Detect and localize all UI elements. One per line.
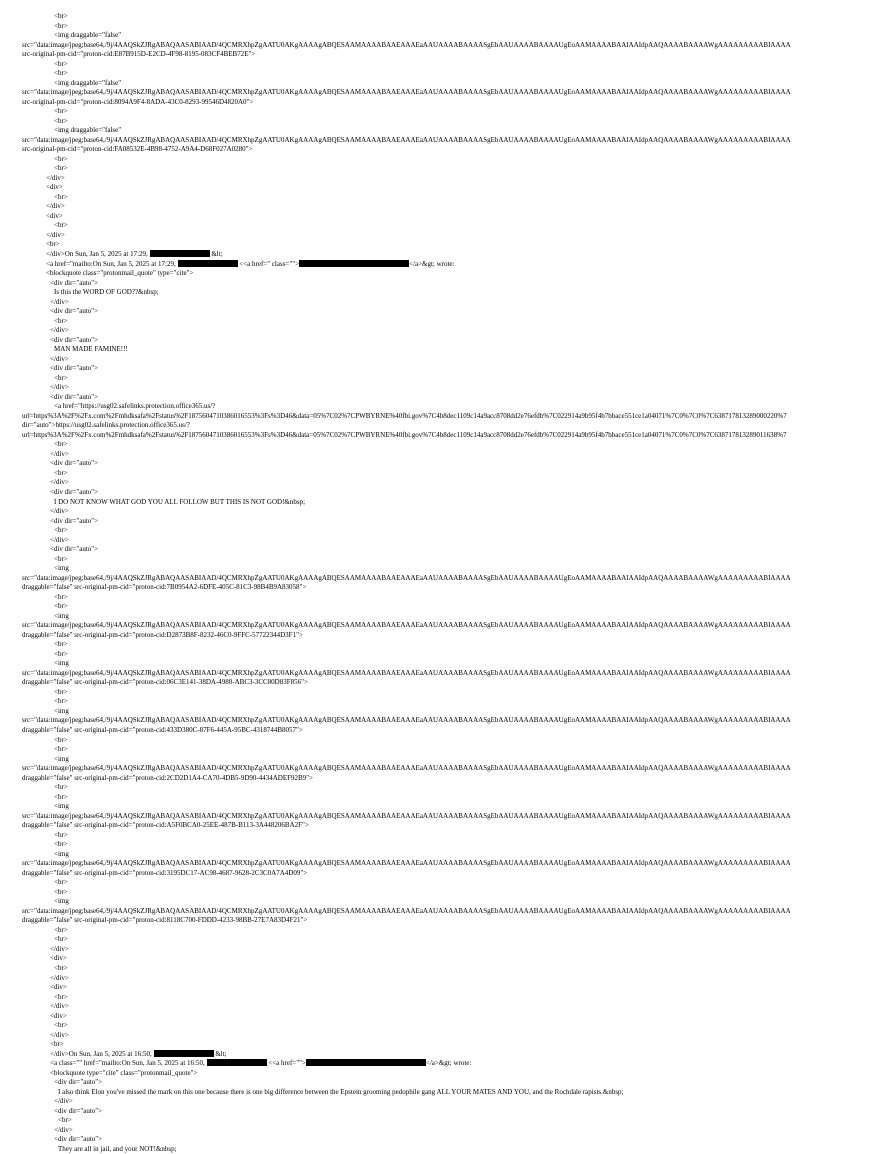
line-text: <a href="https://usg02.safelinks.protection.office365.us/? xyxy=(54,402,216,411)
redaction-box xyxy=(207,1059,267,1066)
line-text: I DO NOT KNOW WHAT GOD YOU ALL FOLLOW BUT THIS IS NOT GOD!&nbsp; xyxy=(54,497,306,506)
line-text: src="data:image/jpeg;base64,/9j/4AAQSkZJRgABAQAASABIAAD/4QCMRXhpZgAATU0AKgAAAAgABQESAAMAAAABAAEAAAEaAAUAAAABAAAASgEbAAUAAAABAAAAUgEoAAMAAAABAAIAAIdpAAQAAAABAAAAWgAAAAAAAAABIAAAA xyxy=(22,40,791,49)
line-text: <br> xyxy=(54,1021,68,1030)
document-line xyxy=(0,858,838,868)
line-text: <br> xyxy=(54,649,68,658)
line-text: </div>On Sun, Jan 5, 2025 at 16:50, xyxy=(50,1049,154,1058)
line-text: <div dir="auto"> xyxy=(50,516,99,525)
redaction-box xyxy=(299,260,409,267)
document-line xyxy=(0,192,870,202)
line-text: <div dir="auto"> xyxy=(50,278,99,287)
line-text: draggable="false" src-original-pm-cid="proton-cid:7B0954A2-6DFE-405C-81C3-98B4B9A83058"> xyxy=(22,583,307,592)
line-text: <div dir="auto"> xyxy=(50,488,99,496)
document-line xyxy=(0,820,838,830)
document-line xyxy=(0,335,866,345)
line-text: </div> xyxy=(46,202,65,211)
line-text: <br> xyxy=(54,526,68,535)
line-text: </a>&gt; wrote: xyxy=(409,259,455,268)
document-line xyxy=(0,782,870,792)
line-text: <div dir="auto"> xyxy=(54,1135,103,1144)
document-line xyxy=(0,1134,870,1144)
line-text: src="data:image/jpeg;base64,/9j/4AAQSkZJRgABAQAASABIAAD/4QCMRXhpZgAATU0AKgAAAAgABQESAAMAAAABAAEAAAEaAAUAAAABAAAASgEbAAUAAAABAAAAUgEoAAMAAAABAAIAAIdpAAQAAAABAAAAWgAAAAAAAAABIAAAA xyxy=(22,906,791,915)
line-text: <img draggable="false" xyxy=(54,31,122,40)
document-line xyxy=(0,182,862,192)
document-page xyxy=(0,11,816,1153)
document-line xyxy=(0,706,870,716)
document-line xyxy=(0,316,870,326)
line-text: url=https%3A%2F%2Fx.com%2Fmhdksafa%2Fstatus%2F1875604710386016553%3Fs%3D46&data=05%7C02%7CPWBYRNE%40fbi.gov%7C4b8dec1109c14a9acc8708dd2e76efdb%7C022914a9b95f4b7bbace551ce1a04071%7C0%7C0%7C638717813289000220%7 xyxy=(22,411,787,420)
line-text: &lt; xyxy=(209,250,223,258)
line-text: url=https%3A%2F%2Fx.com%2Fmhdksafa%2Fstatus%2F1875604710386016553%3Fs%3D46&data=05%7C02%7CPWBYRNE%40fbi.gov%7C4b8dec1109c14a9acc8708dd2e76efdb%7C022914a9b95f4b7bbace551ce1a04071%7C0%7C0%7C638717813289011638%7 xyxy=(22,430,787,439)
document-line xyxy=(0,344,870,354)
document-line xyxy=(0,1115,874,1125)
document-line xyxy=(0,973,866,983)
redaction-box xyxy=(154,1050,214,1057)
line-text: <img xyxy=(54,754,69,763)
document-line xyxy=(0,677,838,687)
redaction-box xyxy=(306,1059,426,1066)
line-text: <div> xyxy=(46,183,63,192)
line-text: src-original-pm-cid="proton-cid:FA08532E-4B98-4752-A9A4-D68F027A0280"> xyxy=(22,145,253,154)
document-line xyxy=(0,506,866,516)
line-text: src="data:image/jpeg;base64,/9j/4AAQSkZJRgABAQAASABIAAD/4QCMRXhpZgAATU0AKgAAAAgABQESAAMAAAABAAEAAAEaAAUAAAABAAAASgEbAAUAAAABAAAAUgEoAAMAAAABAAIAAIdpAAQAAAABAAAAWgAAAAAAAAABIAAAA xyxy=(22,811,791,820)
line-text: </div> xyxy=(50,535,69,544)
document-line xyxy=(0,668,838,678)
document-line xyxy=(0,1087,874,1097)
line-text: dir="auto">https://usg02.safelinks.protection.office365.us/? xyxy=(22,421,190,430)
document-line xyxy=(0,297,866,307)
line-text: </div> xyxy=(50,326,69,335)
line-text: src="data:image/jpeg;base64,/9j/4AAQSkZJRgABAQAASABIAAD/4QCMRXhpZgAATU0AKgAAAAgABQESAAMAAAABAAEAAAEaAAUAAAABAAAASgEbAAUAAAABAAAAUgEoAAMAAAABAAIAAIdpAAQAAAABAAAAWgAAAAAAAAABIAAAA xyxy=(22,573,791,582)
line-text: src="data:image/jpeg;base64,/9j/4AAQSkZJRgABAQAASABIAAD/4QCMRXhpZgAATU0AKgAAAAgABQESAAMAAAABAAEAAAEaAAUAAAABAAAASgEbAAUAAAABAAAAUgEoAAMAAAABAAIAAIdpAAQAAAABAAAAWgAAAAAAAAABIAAAA xyxy=(22,621,791,630)
line-text: <br> xyxy=(54,107,68,116)
document-line xyxy=(0,230,862,240)
line-text: draggable="false" src-original-pm-cid="proton-cid:433D380C-87F6-445A-95BC-4318744B8057"> xyxy=(22,726,303,734)
document-line xyxy=(0,582,838,592)
line-text: </div> xyxy=(50,449,69,458)
document-line xyxy=(0,211,862,221)
line-text: src="data:image/jpeg;base64,/9j/4AAQSkZJRgABAQAASABIAAD/4QCMRXhpZgAATU0AKgAAAAgABQESAAMAAAABAAEAAAEaAAUAAAABAAAASgEbAAUAAAABAAAAUgEoAAMAAAABAAIAAIdpAAQAAAABAAAAWgAAAAAAAAABIAAAA xyxy=(22,88,791,97)
line-text: <<a href=" class=""> xyxy=(237,259,300,268)
document-line xyxy=(0,259,862,269)
document-line xyxy=(0,106,870,116)
line-text: <br> xyxy=(46,240,60,249)
line-text: <br> xyxy=(54,592,68,601)
document-line xyxy=(0,40,838,50)
line-text: <br> xyxy=(54,59,68,68)
line-text: <blockquote class="protonmail_quote" type="cite"> xyxy=(46,269,194,278)
document-line xyxy=(0,497,870,507)
document-line xyxy=(0,78,870,88)
line-text: <br> xyxy=(54,164,68,173)
line-text: <div dir="auto"> xyxy=(50,459,99,468)
document-line xyxy=(0,420,838,430)
line-text: src="data:image/jpeg;base64,/9j/4AAQSkZJRgABAQAASABIAAD/4QCMRXhpZgAATU0AKgAAAAgABQESAAMAAAABAAEAAAEaAAUAAAABAAAASgEbAAUAAAABAAAAUgEoAAMAAAABAAIAAIdpAAQAAAABAAAAWgAAAAAAAAABIAAAA xyxy=(22,764,791,773)
line-text: </div> xyxy=(50,1030,69,1039)
line-text: <br> xyxy=(54,964,68,972)
line-text: </div> xyxy=(54,1097,73,1106)
document-line xyxy=(0,925,870,935)
document-line xyxy=(0,49,838,59)
document-line xyxy=(0,1020,870,1030)
document-line xyxy=(0,1058,866,1068)
document-line xyxy=(0,382,866,392)
document-line xyxy=(0,525,870,535)
line-text: <br> xyxy=(50,1040,64,1049)
document-line xyxy=(0,592,870,602)
document-line xyxy=(0,1001,866,1011)
line-text: <img xyxy=(54,802,69,811)
line-text: src-original-pm-cid="proton-cid:8094A9F4-8ADA-43C0-8293-99546D4820A0"> xyxy=(22,97,254,106)
line-text: <br> xyxy=(54,735,68,744)
line-text: <br> xyxy=(54,792,68,801)
line-text: </div> xyxy=(50,354,69,363)
document-line xyxy=(0,773,838,783)
line-text: </div> xyxy=(50,944,69,953)
document-line xyxy=(0,658,870,668)
document-line xyxy=(0,306,866,316)
line-text: <a class="" href="mailto:On Sun, Jan 5, 2025 at 16:50, xyxy=(50,1059,207,1068)
document-line xyxy=(0,792,870,802)
line-text: <img xyxy=(54,659,69,668)
document-line xyxy=(0,325,866,335)
line-text: <br> xyxy=(54,878,68,887)
line-text: <br> xyxy=(54,830,68,839)
document-line xyxy=(0,97,838,107)
document-line xyxy=(0,1068,866,1078)
document-line xyxy=(0,430,838,440)
line-text: <br> xyxy=(54,697,68,706)
line-text: <br> xyxy=(54,21,68,30)
document-line xyxy=(0,715,838,725)
line-text: <br> xyxy=(54,554,68,563)
document-line xyxy=(0,934,870,944)
line-text: </a>&gt; wrote: xyxy=(425,1059,472,1068)
line-text: <div dir="auto"> xyxy=(54,1106,103,1115)
document-line xyxy=(0,563,870,573)
document-line xyxy=(0,763,838,773)
document-line xyxy=(0,1096,870,1106)
document-line xyxy=(0,392,866,402)
document-line xyxy=(0,896,870,906)
line-text: <br> xyxy=(54,640,68,649)
document-line xyxy=(0,135,838,145)
document-line xyxy=(0,1144,874,1154)
document-line xyxy=(0,1030,866,1040)
line-text: <div> xyxy=(46,211,63,220)
document-line xyxy=(0,544,866,554)
line-text: MAN MADE FAMINE!!! xyxy=(54,345,128,354)
document-line xyxy=(0,554,870,564)
document-line xyxy=(0,839,870,849)
line-text: <div dir="auto"> xyxy=(50,307,99,316)
line-text: <br> xyxy=(54,440,68,449)
line-text: <div dir="auto"> xyxy=(50,392,99,401)
document-line xyxy=(0,477,866,487)
line-text: </div> xyxy=(50,383,69,392)
document-line xyxy=(0,516,866,526)
document-line xyxy=(0,982,866,992)
line-text: <br> xyxy=(54,316,68,325)
document-line xyxy=(0,849,870,859)
line-text: <br> xyxy=(54,116,68,125)
line-text: </div> xyxy=(50,973,69,982)
document-line xyxy=(0,963,870,973)
document-line xyxy=(0,449,866,459)
line-text: <img draggable="false" xyxy=(54,126,122,135)
line-text: <br> xyxy=(54,468,68,477)
line-text: </div> xyxy=(50,478,69,487)
line-text: <br> xyxy=(54,745,68,754)
document-line xyxy=(0,163,870,173)
document-line xyxy=(0,458,866,468)
line-text: <br> xyxy=(54,602,68,611)
line-text: <br> xyxy=(54,783,68,792)
line-text: </div> xyxy=(54,1125,73,1134)
line-text: <br> xyxy=(54,12,68,20)
line-text: <div> xyxy=(50,1011,67,1020)
line-text: src="data:image/jpeg;base64,/9j/4AAQSkZJRgABAQAASABIAAD/4QCMRXhpZgAATU0AKgAAAAgABQESAAMAAAABAAEAAAEaAAUAAAABAAAASgEbAAUAAAABAAAAUgEoAAMAAAABAAIAAIdpAAQAAAABAAAAWgAAAAAAAAABIAAAA xyxy=(22,668,791,677)
line-text: </div> xyxy=(50,297,69,306)
document-line xyxy=(0,401,870,411)
line-text: <br> xyxy=(58,1116,72,1125)
document-line xyxy=(0,1049,866,1059)
document-line xyxy=(0,601,870,611)
line-text: <img xyxy=(54,564,69,573)
document-line xyxy=(0,535,866,545)
document-line xyxy=(0,620,838,630)
line-text: </div> xyxy=(50,507,69,516)
line-text: They are all in jail, and your NOT!&nbsp; xyxy=(58,1144,177,1153)
line-text: <br> xyxy=(54,992,68,1001)
document-line xyxy=(0,21,870,31)
line-text: &lt; xyxy=(213,1049,227,1058)
line-text: src-original-pm-cid="proton-cid:E87B915D-E2CD-4F98-8195-083CF4BEB72E"> xyxy=(22,50,256,59)
line-text: <<a href=""> xyxy=(266,1059,306,1068)
document-line xyxy=(0,201,862,211)
document-line xyxy=(0,468,870,478)
line-text: <br> xyxy=(54,687,68,696)
line-text: draggable="false" src-original-pm-cid="proton-cid:A5F0BCA0-25EE-487B-B113-3A448206BA2F"> xyxy=(22,821,309,830)
line-text: Is this the WORD OF GOD??&nbsp; xyxy=(54,288,159,297)
line-text: <a href="mailto:On Sun, Jan 5, 2025 at 17:29, xyxy=(46,259,178,268)
line-text: <div> xyxy=(50,954,67,963)
document-line xyxy=(0,639,870,649)
document-line xyxy=(0,116,870,126)
document-line xyxy=(0,611,870,621)
redaction-box xyxy=(178,260,238,267)
line-text: src="data:image/jpeg;base64,/9j/4AAQSkZJRgABAQAASABIAAD/4QCMRXhpZgAATU0AKgAAAAgABQESAAMAAAABAAEAAAEaAAUAAAABAAAASgEbAAUAAAABAAAAUgEoAAMAAAABAAIAAIdpAAQAAAABAAAAWgAAAAAAAAABIAAAA xyxy=(22,859,791,868)
line-text: <div dir="auto"> xyxy=(50,364,99,373)
document-line xyxy=(0,696,870,706)
line-text: <br> xyxy=(54,69,68,78)
line-text: src="data:image/jpeg;base64,/9j/4AAQSkZJRgABAQAASABIAAD/4QCMRXhpZgAATU0AKgAAAAgABQESAAMAAAABAAEAAAEaAAUAAAABAAAASgEbAAUAAAABAAAAUgEoAAMAAAABAAIAAIdpAAQAAAABAAAAWgAAAAAAAAABIAAAA xyxy=(22,716,791,725)
document-line xyxy=(0,944,866,954)
document-line xyxy=(0,630,838,640)
document-line xyxy=(0,487,866,497)
document-line xyxy=(0,1011,866,1021)
document-line xyxy=(0,411,838,421)
document-line xyxy=(0,439,870,449)
line-text: <blockquote type="cite" class="protonmail_quote"> xyxy=(50,1068,198,1077)
line-text: <img xyxy=(54,611,69,620)
document-line xyxy=(0,877,870,887)
document-line xyxy=(0,992,870,1002)
document-line xyxy=(0,687,870,697)
line-text: <div> xyxy=(50,983,67,992)
line-text: <div dir="auto"> xyxy=(50,545,99,554)
document-line xyxy=(0,830,870,840)
document-line xyxy=(0,59,870,69)
line-text: <br> xyxy=(54,221,68,230)
document-line xyxy=(0,1039,866,1049)
document-line xyxy=(0,887,870,897)
document-line xyxy=(0,154,870,164)
line-text: draggable="false" src-original-pm-cid="proton-cid:D2873B8F-8232-46C0-9FFC-57722344D3F1"> xyxy=(22,630,303,639)
line-text: draggable="false" src-original-pm-cid="proton-cid:06C3E141-38DA-4980-ABC3-3CC80D83F856"> xyxy=(22,678,308,687)
document-line xyxy=(0,11,870,21)
line-text: draggable="false" src-original-pm-cid="proton-cid:3195DC17-AC98-4687-9628-2C3C0A7A4D09"> xyxy=(22,868,308,877)
line-text: <br> xyxy=(54,925,68,934)
document-line xyxy=(0,373,870,383)
document-line xyxy=(0,801,870,811)
document-line xyxy=(0,268,862,278)
line-text: <img xyxy=(54,897,69,906)
line-text: <img xyxy=(54,849,69,858)
document-line xyxy=(0,1125,870,1135)
line-text: <br> xyxy=(54,373,68,382)
document-line xyxy=(0,287,870,297)
line-text: draggable="false" src-original-pm-cid="proton-cid:8118C700-FDDD-4233-98BB-27E7A83D4F21"> xyxy=(22,916,308,925)
document-line xyxy=(0,915,838,925)
line-text: <img xyxy=(54,706,69,715)
document-line xyxy=(0,573,838,583)
document-line xyxy=(0,144,838,154)
line-text: <div dir="auto"> xyxy=(50,335,99,344)
line-text: <br> xyxy=(54,887,68,896)
document-line xyxy=(0,249,862,259)
line-text: <div dir="auto"> xyxy=(54,1078,103,1087)
document-line xyxy=(0,725,838,735)
document-line xyxy=(0,363,866,373)
line-text: <img draggable="false" xyxy=(54,78,122,87)
document-line xyxy=(0,754,870,764)
document-line xyxy=(0,744,870,754)
document-line xyxy=(0,30,870,40)
document-line xyxy=(0,649,870,659)
document-line xyxy=(0,173,862,183)
line-text: </div> xyxy=(46,173,65,182)
document-line xyxy=(0,868,838,878)
line-text: <br> xyxy=(54,935,68,944)
redaction-box xyxy=(150,250,210,257)
line-text: </div> xyxy=(50,1002,69,1011)
document-line xyxy=(0,278,866,288)
document-line xyxy=(0,811,838,821)
line-text: <br> xyxy=(54,192,68,201)
document-line xyxy=(0,1077,870,1087)
line-text: <br> xyxy=(54,154,68,163)
line-text: </div>On Sun, Jan 5, 2025 at 17:29, xyxy=(46,250,150,258)
document-line xyxy=(0,239,862,249)
document-line xyxy=(0,1106,870,1116)
document-line xyxy=(0,220,870,230)
line-text: src="data:image/jpeg;base64,/9j/4AAQSkZJRgABAQAASABIAAD/4QCMRXhpZgAATU0AKgAAAAgABQESAAMAAAABAAEAAAEaAAUAAAABAAAASgEbAAUAAAABAAAAUgEoAAMAAAABAAIAAIdpAAQAAAABAAAAWgAAAAAAAAABIAAAA xyxy=(22,135,791,144)
document-line xyxy=(0,354,866,364)
line-text: <br> xyxy=(54,840,68,849)
document-line xyxy=(0,125,870,135)
line-text: </div> xyxy=(46,230,65,239)
document-line xyxy=(0,68,870,78)
line-text: draggable="false" src-original-pm-cid="proton-cid:2CD2D1A4-CA70-4DB5-9D90-4434ADEF92B9"> xyxy=(22,773,313,782)
document-line xyxy=(0,953,866,963)
document-line xyxy=(0,735,870,745)
document-line xyxy=(0,906,838,916)
document-line xyxy=(0,87,838,97)
line-text: I also think Elon you've missed the mark on this one because there is one big difference between the Epstein grooming pedophile gang ALL YOUR MATES AND YOU, and the Rochdale rapists.&nbsp; xyxy=(58,1087,624,1096)
